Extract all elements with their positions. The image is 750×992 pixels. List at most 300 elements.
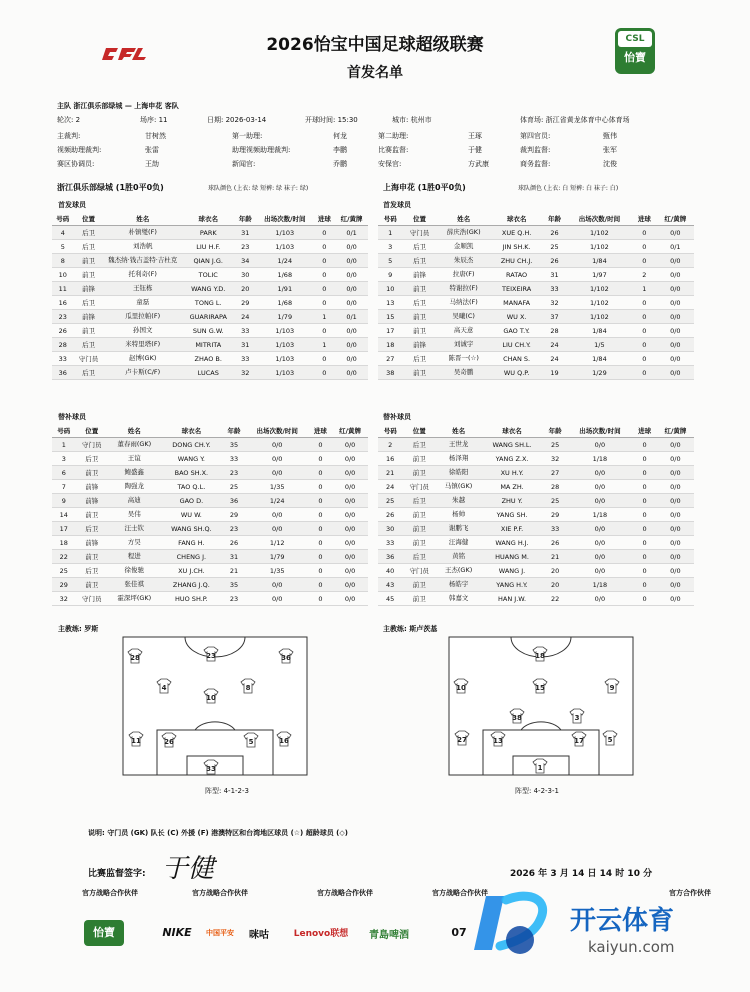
table-cell: SUN G.W. [182,324,234,338]
table-cell: 刘浩帆 [103,240,182,254]
table-cell: 1/103 [256,366,314,380]
table-cell: 前锋 [76,480,109,494]
table-cell: MANAFA [491,296,542,310]
table-cell: 0/0 [657,452,694,466]
table-cell: 黄铭 [436,550,481,564]
table-cell: 9 [378,268,403,282]
table-row [52,508,368,522]
table-cell: MA ZH. [481,480,543,494]
table-cell: 0/0 [657,522,694,536]
table-cell: 吴伟 [108,508,160,522]
table-cell: 张佳祺 [108,578,160,592]
table-cell: 1/103 [256,240,314,254]
table-cell: 17 [52,522,76,536]
table-cell: 1/68 [256,268,314,282]
table-cell: 0/0 [246,438,309,452]
table-cell: 27 [378,352,403,366]
table-cell: 0/0 [657,466,694,480]
table-cell: 1/97 [567,268,632,282]
jersey-number: 28 [130,654,140,662]
table-cell: 23 [234,240,256,254]
table-row [378,536,694,550]
table-cell: 24 [234,310,256,324]
table-cell: 马纳法(F) [436,296,491,310]
table-header-row [52,424,368,438]
table-cell: YANG H.Y. [481,578,543,592]
table-cell: 24 [542,338,567,352]
away-subs-table [378,424,694,606]
table-cell: 米特里塔(F) [103,338,182,352]
table-cell: 0/0 [335,268,368,282]
column-header: 号码 [378,424,402,438]
official-role: 新闻官: [232,160,256,168]
table-row [52,226,368,240]
official-name: 王琢 [468,132,482,140]
match-date: 日期: 2026-03-14 [207,116,267,124]
table-cell: 23 [222,466,246,480]
kaiyun-watermark [470,890,750,970]
table-cell: 33 [378,536,402,550]
table-cell: 前卫 [403,324,437,338]
table-row [52,338,368,352]
table-cell: 0/0 [657,438,694,452]
table-cell: 前卫 [402,592,436,606]
table-cell: 后卫 [403,352,437,366]
table-cell: GAO T.Y. [491,324,542,338]
table-cell: 26 [52,324,74,338]
table-cell: 前卫 [403,366,437,380]
table-cell: 19 [542,366,567,380]
table-cell: 1/103 [256,324,314,338]
table-cell: 11 [52,282,74,296]
table-row [378,564,694,578]
table-cell: 26 [542,254,567,268]
table-cell: DONG CH.Y. [160,438,222,452]
table-row [52,324,368,338]
table-cell: 0 [309,522,333,536]
jersey-number: 13 [493,737,503,745]
away-team-name: 上海申花 (1胜0平0负) [383,183,466,192]
table-row [378,268,694,282]
table-cell: 25 [543,438,567,452]
table-cell: ZHAO B. [182,352,234,366]
table-cell: 朱越 [436,494,481,508]
table-cell: 40 [378,564,402,578]
table-cell: 1/79 [256,310,314,324]
jersey-number: 23 [206,652,216,660]
table-cell: WU W. [160,508,222,522]
official-name: 王劼 [145,160,159,168]
table-cell: 0/0 [657,310,694,324]
jersey-number: 3 [574,714,580,722]
table-cell: 前卫 [76,508,109,522]
jersey-number: 26 [164,738,174,746]
table-row [52,366,368,380]
table-cell: 0/0 [332,480,368,494]
table-cell: 0/0 [332,494,368,508]
table-cell: 0 [632,508,656,522]
table-cell: 0/1 [335,310,368,324]
table-row [52,480,368,494]
table-cell: 28 [52,338,74,352]
column-header: 姓名 [436,212,491,226]
table-cell: 25 [543,494,567,508]
watermark-brand: 开云体育 [570,906,675,936]
table-cell: 前锋 [403,338,437,352]
home-subs-table [52,424,368,606]
column-header: 年龄 [542,212,567,226]
table-cell: 33 [52,352,74,366]
table-cell: 霍深坪(GK) [108,592,160,606]
table-cell: 朱辰杰 [436,254,491,268]
table-cell: PARK [182,226,234,240]
table-cell: 16 [52,296,74,310]
jersey-number: 15 [535,684,545,692]
jersey-number: 10 [206,694,216,702]
table-cell: 徐俊驰 [108,564,160,578]
legend: 说明: 守门员 (GK) 队长 (C) 外援 (F) 港澳特区和台湾地区球员 (☆) 超龄球员 (◇) [88,829,348,837]
table-cell: 守门员 [76,438,109,452]
table-cell: 0/0 [332,438,368,452]
table-cell: 1/84 [567,324,632,338]
away-starters-table [378,212,694,380]
table-cell: 36 [222,494,246,508]
table-row [378,466,694,480]
table-row [52,578,368,592]
table-row [378,508,694,522]
table-cell: 20 [543,564,567,578]
column-header: 年龄 [543,424,567,438]
table-cell: 33 [222,452,246,466]
table-cell: 7 [52,480,76,494]
table-row [378,550,694,564]
official-name: 于健 [468,146,482,154]
column-header: 位置 [403,212,437,226]
table-cell: 0/0 [567,522,632,536]
table-row [52,254,368,268]
table-cell: LUCAS [182,366,234,380]
away-formation-pitch [448,636,634,776]
table-cell: 0 [309,536,333,550]
table-cell: 前卫 [74,254,104,268]
table-cell: 马镇(GK) [436,480,481,494]
jersey-number: 27 [457,736,467,744]
table-cell: 29 [222,508,246,522]
table-cell: 前卫 [402,452,436,466]
table-cell: BAO SH.X. [160,466,222,480]
table-cell: 3 [52,452,76,466]
table-cell: 0 [632,536,656,550]
column-header: 出场次数/时间 [246,424,309,438]
away-formation: 阵型: 4-2-3-1 [515,787,559,795]
table-cell: 17 [378,324,403,338]
table-cell: 0/0 [657,550,694,564]
table-cell: 后卫 [74,296,104,310]
table-cell: 0/0 [335,352,368,366]
table-cell: 0/0 [657,268,694,282]
table-cell: 22 [52,550,76,564]
table-cell: 前卫 [76,578,109,592]
sponsor-caption: 官方战略合作伙伴 [192,889,248,897]
away-kit: 球队颜色 (上衣: 白 短裤: 白 袜子: 白) [518,185,619,192]
table-row [378,494,694,508]
table-cell: 31 [234,338,256,352]
table-cell: YANG Z.X. [481,452,543,466]
column-header: 红/黄牌 [657,424,694,438]
jersey-number: 5 [607,736,613,744]
column-header: 球衣名 [160,424,222,438]
table-cell: XIE P.F. [481,522,543,536]
table-cell: 32 [234,366,256,380]
table-cell: 45 [378,592,402,606]
table-cell: 程进 [108,550,160,564]
table-cell: 0/0 [246,452,309,466]
table-cell: TONG L. [182,296,234,310]
table-cell: 29 [543,508,567,522]
table-cell: 孙国文 [103,324,182,338]
sponsor-caption: 官方战略合作伙伴 [432,889,488,897]
table-cell: 0 [309,438,333,452]
table-cell: 后卫 [74,240,104,254]
table-cell: 26 [378,508,402,522]
table-cell: 0 [632,296,657,310]
table-cell: FANG H. [160,536,222,550]
table-cell: 0/0 [335,324,368,338]
away-starters-label: 首发球员 [383,201,411,209]
table-cell: GUARIRAPA [182,310,234,324]
table-cell: 1/103 [256,338,314,352]
official-role: 助理视频助理裁判: [232,146,291,154]
table-cell: 托利奇(F) [103,268,182,282]
sponsor-pingan-logo: 中国平安 [206,929,234,937]
table-cell: 0 [632,240,657,254]
table-cell: 朴镇燮(F) [103,226,182,240]
page-subtitle: 首发名单 [347,65,403,81]
home-coach: 主教练: 罗斯 [58,625,99,633]
column-header: 年龄 [234,212,256,226]
table-cell: 1/102 [567,282,632,296]
table-cell: 0 [632,480,656,494]
table-row [378,522,694,536]
jersey-number: 8 [245,684,251,692]
signed-time: 2026 年 3 月 14 日 14 时 10 分 [510,869,653,879]
table-cell: 0/0 [246,578,309,592]
table-row [52,592,368,606]
table-cell: 31 [234,226,256,240]
table-cell: 0/0 [335,254,368,268]
table-cell: 1 [632,282,657,296]
table-cell: 前锋 [76,536,109,550]
table-row [378,282,694,296]
table-cell: XU J.CH. [160,564,222,578]
table-cell: 20 [543,578,567,592]
table-cell: 0/1 [335,226,368,240]
table-cell: 26 [222,536,246,550]
official-name: 沈俊 [603,160,617,168]
table-cell: 1 [314,310,336,324]
table-cell: 谢鹏飞 [436,522,481,536]
table-row [52,522,368,536]
table-cell: 薛庆浩(GK) [436,226,491,240]
column-header: 姓名 [103,212,182,226]
table-cell: TAO Q.L. [160,480,222,494]
table-cell: 董春雨(GK) [108,438,160,452]
jersey-number: 18 [535,652,545,660]
table-cell: 王谊 [108,452,160,466]
table-cell: 20 [234,282,256,296]
table-cell: 杨泽翔 [436,452,481,466]
column-header: 进球 [632,424,656,438]
table-cell: 36 [378,550,402,564]
table-row [378,452,694,466]
table-cell: 33 [542,282,567,296]
column-header: 红/黄牌 [332,424,368,438]
table-cell: 0 [632,324,657,338]
table-cell: 前卫 [402,466,436,480]
official-role: 第四官员: [520,132,551,140]
table-cell: 汪士钦 [108,522,160,536]
table-cell: 杨帅 [436,508,481,522]
home-starters-label: 首发球员 [58,201,86,209]
sponsor-caption: 官方战略合作伙伴 [82,889,138,897]
official-name: 乔鹏 [333,160,347,168]
table-cell: 魏杰纳·钱吉盖特·吉杜克 [103,254,182,268]
jersey-number: 5 [248,738,254,746]
table-cell: 5 [378,254,403,268]
table-cell: 0 [309,564,333,578]
column-header: 位置 [74,212,104,226]
table-cell: 0/0 [332,508,368,522]
table-row [52,536,368,550]
signature-label: 比赛监督签字: [88,869,146,879]
table-cell: 1/35 [246,564,309,578]
sponsor-yibao-logo: 怡寶 [84,920,124,946]
table-cell: 8 [52,254,74,268]
official-name: 张军 [603,146,617,154]
official-name: 甄伟 [603,132,617,140]
official-role: 商务监督: [520,160,551,168]
table-cell: 1/24 [246,494,309,508]
table-cell: 0 [314,268,336,282]
column-header: 红/黄牌 [335,212,368,226]
jersey-number: 38 [512,714,522,722]
table-cell: 33 [234,352,256,366]
table-row [52,452,368,466]
table-cell: 35 [222,578,246,592]
table-cell: 守门员 [403,226,437,240]
table-cell: 1 [378,226,403,240]
table-cell: 32 [52,592,76,606]
table-cell: 0/0 [332,466,368,480]
column-header: 年龄 [222,424,246,438]
official-role: 比赛监督: [378,146,409,154]
table-cell: WANG Y.D. [182,282,234,296]
table-cell: 1/84 [567,254,632,268]
table-cell: 2 [378,438,402,452]
table-row [378,338,694,352]
match-no: 场序: 11 [140,116,168,124]
table-cell: 童磊 [103,296,182,310]
table-cell: 0/0 [657,564,694,578]
table-cell: 5 [52,240,74,254]
table-cell: 31 [222,550,246,564]
away-coach: 主教练: 斯卢茨基 [383,625,438,633]
table-cell: 后卫 [402,494,436,508]
table-cell: 吴奇鹏 [436,366,491,380]
table-row [378,254,694,268]
table-cell: 0/0 [567,438,632,452]
table-cell: 1/18 [567,508,632,522]
table-cell: 0/0 [657,282,694,296]
official-role: 主裁判: [57,132,81,140]
table-cell: 后卫 [74,338,104,352]
table-row [378,310,694,324]
table-cell: 0 [309,592,333,606]
table-cell: 18 [52,536,76,550]
table-cell: 0 [309,452,333,466]
table-row [378,296,694,310]
table-cell: 卢卡斯(C/F) [103,366,182,380]
table-row [52,550,368,564]
csl-logo [615,28,655,74]
table-cell: 0/0 [657,226,694,240]
table-cell: 后卫 [74,226,104,240]
column-header: 位置 [402,424,436,438]
table-cell: 方昊 [108,536,160,550]
column-header: 出场次数/时间 [567,424,632,438]
kickoff: 开球时间: 15:30 [305,116,358,124]
table-cell: 后卫 [403,254,437,268]
table-cell: 1/102 [567,296,632,310]
table-cell: 0/0 [332,452,368,466]
table-cell: 1/29 [567,366,632,380]
jersey-number: 36 [281,654,291,662]
home-formation: 阵型: 4-1-2-3 [205,787,249,795]
table-cell: 0 [632,438,656,452]
table-cell: TOLIC [182,268,234,282]
table-cell: 后卫 [402,550,436,564]
table-cell: 1/103 [256,352,314,366]
table-row [52,282,368,296]
table-cell: 0/0 [567,466,632,480]
jersey-number: 11 [131,737,141,745]
table-cell: 1/102 [567,226,632,240]
table-cell: MITRITA [182,338,234,352]
column-header: 号码 [52,424,76,438]
table-header-row [378,212,694,226]
table-cell: 0/0 [567,536,632,550]
table-cell: 32 [543,452,567,466]
jersey-number: 9 [609,684,615,692]
table-row [378,438,694,452]
table-cell: 0 [309,578,333,592]
official-role: 裁判监督: [520,146,551,154]
table-cell: 1/24 [256,254,314,268]
table-cell: 21 [222,564,246,578]
table-cell: 31 [542,268,567,282]
column-header: 进球 [309,424,333,438]
home-subs-label: 替补球员 [58,413,86,421]
table-cell: 0 [632,338,657,352]
table-cell: 0/0 [567,480,632,494]
table-cell: 0 [632,466,656,480]
table-cell: 高天意 [436,324,491,338]
table-cell: 33 [234,324,256,338]
table-cell: 0 [309,480,333,494]
table-cell: XUE Q.H. [491,226,542,240]
table-cell: 0/0 [567,592,632,606]
table-cell: 0/0 [567,564,632,578]
